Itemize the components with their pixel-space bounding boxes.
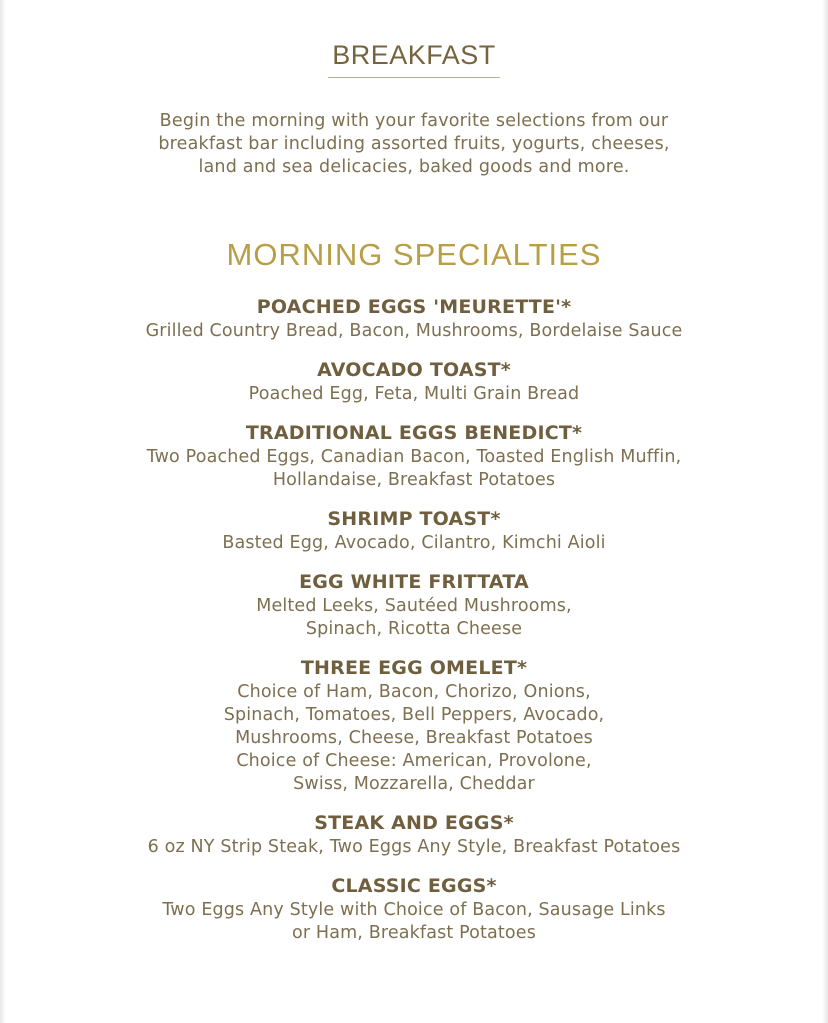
intro-line: Begin the morning with your favorite selections from our: [159, 111, 669, 131]
intro-line: breakfast bar including assorted fruits, yogurts, cheeses,: [158, 134, 670, 154]
description-line: Two Poached Eggs, Canadian Bacon, Toasted English Muffin,: [146, 447, 682, 467]
description-line: Two Eggs Any Style with Choice of Bacon, Sausage Links: [162, 900, 666, 920]
intro-line: land and sea delicacies, baked goods and more.: [198, 157, 630, 177]
menu-item-description: [0, 532, 828, 555]
menu-item: [0, 569, 828, 641]
menu-item: [0, 357, 828, 406]
description-line: or Ham, Breakfast Potatoes: [292, 923, 536, 943]
menu-item: [0, 873, 828, 945]
menu-item-name: TRADITIONAL EGGS BENEDICT*: [245, 422, 583, 444]
page-title: BREAKFAST: [328, 40, 500, 78]
menu-item-name: THREE EGG OMELET*: [300, 657, 528, 679]
menu-item-description: [0, 383, 828, 406]
menu-item-description: [0, 595, 828, 641]
description-line: Poached Egg, Feta, Multi Grain Bread: [248, 384, 580, 404]
intro-paragraph: [0, 110, 828, 179]
menu-item: [0, 506, 828, 555]
menu-item-description: [0, 836, 828, 859]
description-line: Grilled Country Bread, Bacon, Mushrooms, Bordelaise Sauce: [145, 321, 683, 341]
description-line: Basted Egg, Avocado, Cilantro, Kimchi Aioli: [222, 533, 606, 553]
description-line: 6 oz NY Strip Steak, Two Eggs Any Style, Breakfast Potatoes: [147, 837, 681, 857]
description-line: Spinach, Tomatoes, Bell Peppers, Avocado,: [223, 705, 605, 725]
description-line: Swiss, Mozzarella, Cheddar: [293, 774, 535, 794]
description-line: Melted Leeks, Sautéed Mushrooms,: [256, 596, 572, 616]
menu-item-list: [0, 294, 828, 959]
menu-header: [0, 40, 828, 78]
menu-item-description: [0, 899, 828, 945]
menu-item-name: AVOCADO TOAST*: [317, 359, 511, 381]
menu-item-name: SHRIMP TOAST*: [327, 508, 501, 530]
description-line: Choice of Ham, Bacon, Chorizo, Onions,: [237, 682, 591, 702]
menu-item: [0, 810, 828, 859]
menu-item-name: POACHED EGGS 'MEURETTE'*: [256, 296, 572, 318]
section-title: MORNING SPECIALTIES: [226, 237, 602, 272]
description-line: Mushrooms, Cheese, Breakfast Potatoes: [235, 728, 593, 748]
menu-item-description: [0, 446, 828, 492]
menu-item: [0, 294, 828, 343]
menu-item-description: [0, 681, 828, 796]
menu-item-name: CLASSIC EGGS*: [331, 875, 497, 897]
description-line: Spinach, Ricotta Cheese: [305, 619, 523, 639]
menu-item-description: [0, 320, 828, 343]
description-line: Choice of Cheese: American, Provolone,: [236, 751, 592, 771]
menu-item-name: STEAK AND EGGS*: [314, 812, 514, 834]
description-line: Hollandaise, Breakfast Potatoes: [272, 470, 556, 490]
menu-item: [0, 655, 828, 796]
menu-item: [0, 420, 828, 492]
menu-item-name: EGG WHITE FRITTATA: [299, 571, 529, 593]
